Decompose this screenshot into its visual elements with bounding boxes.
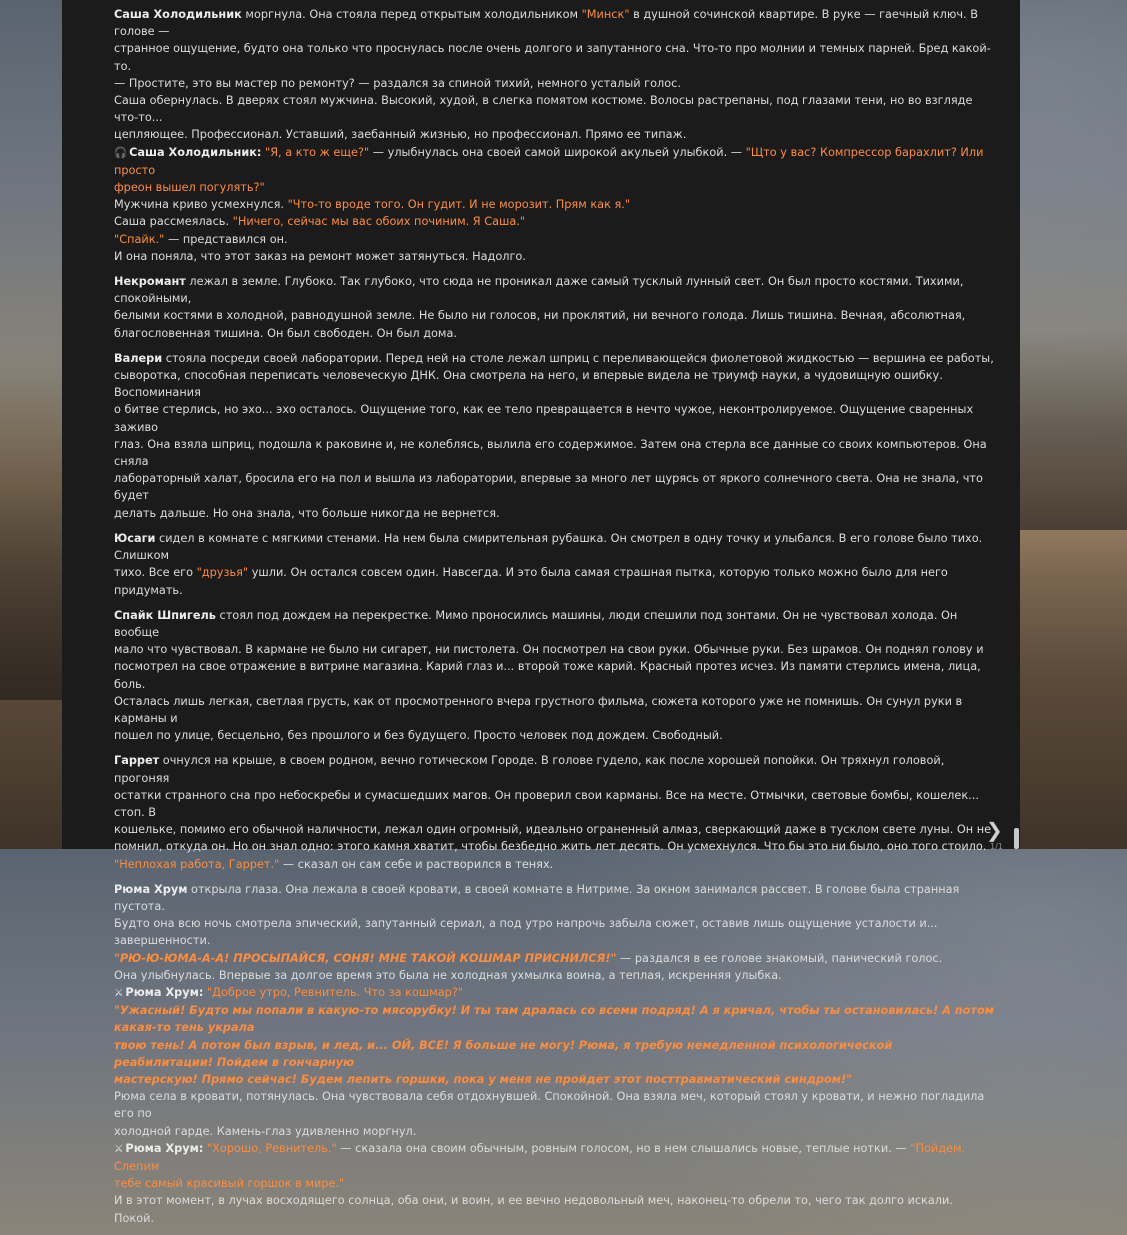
text-line <box>114 787 994 821</box>
dialogue-quote: фреон вышел погулять?" <box>114 181 265 195</box>
story-paragraph <box>114 273 994 342</box>
dialogue-quote: тебе самый красивый горшок в мире." <box>114 1177 345 1191</box>
character-name: Рюма Хрум: <box>125 985 204 999</box>
text-line <box>114 436 994 470</box>
character-name: Валери <box>114 351 163 365</box>
chat-panel <box>62 0 1020 1225</box>
dialogue-quote: "Ничего, сейчас мы вас обоих починим. Я Саша." <box>232 215 526 229</box>
character-name: Рюма Хрум: <box>125 1141 204 1155</box>
dialogue-quote: "Пойдем. Слепим <box>114 1141 966 1173</box>
character-name: Юсаги <box>114 531 156 545</box>
text-line <box>114 1088 994 1122</box>
narration-text: цепляющее. Профессионал. Уставший, заебанный жизнью, но профессионал. Прямо ее типаж. <box>114 128 687 142</box>
text-line <box>114 641 994 658</box>
chevron-right-icon[interactable]: ❯ <box>986 818 1003 842</box>
narration-text: — раздался в ее голове знакомый, панический голос. <box>616 951 943 965</box>
text-line <box>114 1175 994 1192</box>
background-ruins-right <box>1017 330 1127 530</box>
narration-text: делать дальше. Но она знала, что больше никогда не вернется. <box>114 506 500 520</box>
text-line <box>114 196 994 213</box>
narration-text: стоял под дождем на перекрестке. Мимо проносились машины, люди спешили под зонтами. Он не чувствовал холода. Он вообще <box>114 608 958 639</box>
text-line <box>114 1037 994 1071</box>
text-line <box>114 505 994 522</box>
narration-text: И она поняла, что этот заказ на ремонт может затянуться. Надолго. <box>114 249 526 263</box>
dialogue-quote: "друзья" <box>196 566 249 580</box>
dialogue-quote: "Хорошо, Ревнитель." <box>206 1141 337 1155</box>
text-line <box>114 752 994 786</box>
dialogue-quote: "Что-то вроде того. Он гудит. И не морозит. Прям как я." <box>287 198 631 212</box>
narration-text: благословенная тишина. Он был свободен. Он был дома. <box>114 326 457 340</box>
narration-text: холодной гарде. Камень-глаз удивленно моргнул. <box>114 1124 417 1138</box>
narration-text: сыворотка, способная переписать человеческую ДНК. Она смотрела на него, и впервые видела не триумф науки, а чудовищную ошибку. Воспоминания <box>114 369 943 400</box>
narration-text: Мужчина криво усмехнулся. <box>114 198 288 212</box>
narration-text: ушли. Он остался совсем один. Навсегда. И это была самая страшная пытка, которую только можно было для него придумать. <box>114 566 948 597</box>
text-line <box>114 6 994 40</box>
story-paragraph <box>114 6 994 265</box>
narration-text: в душной сочинской квартире. В руке — гаечный ключ. В голове — <box>114 8 978 39</box>
dialogue-quote: "Неплохая работа, Гаррет." <box>114 857 280 871</box>
text-line <box>114 179 994 196</box>
text-line <box>114 248 994 265</box>
text-line <box>114 821 994 838</box>
dialogue-quote: "Минск" <box>581 8 630 21</box>
background-ruins-left <box>0 360 70 700</box>
narration-text: остатки странного сна про небоскребы и сумасшедших магов. Он проверил свои карманы. Все на месте. Отмычки, световые бомбы, кошелек... стоп. В <box>114 788 979 819</box>
story-paragraph <box>114 752 994 872</box>
text-line <box>114 126 994 143</box>
narration-text: глаз. Она взяла шприц, подошла к раковине и, не колеблясь, вылила его содержимое. Затем она стерла все данные со своих компьютеров. Она сняла <box>114 437 987 469</box>
narration-text: Рюма села в кровати, потянулась. Она чувствовала себя отдохнувшей. Спокойной. Она взяла меч, который стоял у кровати, и нежно погладила его по <box>114 1090 985 1121</box>
text-line <box>114 950 994 967</box>
narration-text: И в этот момент, в лучах восходящего солнца, оба они, и воин, и ее вечно недовольный меч, наконец-то обрели то, чего так долго искали. <box>114 1194 953 1208</box>
text-line <box>114 530 994 564</box>
text-line <box>114 401 994 435</box>
narration-text: Покой. <box>114 1211 155 1225</box>
story-paragraph <box>114 530 994 599</box>
narration-text: кошельке, помимо его обычной наличности, лежал один огромный, идеально ограненный алмаз, сверкающий даже в тусклом свете луны. Он не <box>114 823 992 837</box>
story-paragraph <box>114 881 994 1227</box>
character-name: Саша Холодильник <box>114 8 242 21</box>
headphones-icon: 🎧 <box>114 146 128 159</box>
dialogue-quote: "Спайк." <box>114 232 165 246</box>
character-name: Саша Холодильник: <box>129 145 262 159</box>
narration-text: помнил, откуда он. Но он знал одно: этого камня хватит, чтобы безбедно жить лет десять. Он усмехнулся. Что бы это ни было, оно того стоило. <box>114 840 987 854</box>
narration-text: странное ощущение, будто она только что проснулась после очень долгого и запутанного сна. Что-то про молнии и темных парней. Бред какой-то. <box>114 42 991 73</box>
shouted-quote: мастерскую! Прямо сейчас! Будем лепить горшки, пока у меня не пройдет этот посттравматический синдром!" <box>114 1072 852 1086</box>
text-line <box>114 92 994 126</box>
dialogue-quote: "Щто у вас? Компрессор барахлит? Или просто <box>114 145 984 177</box>
text-line <box>114 231 994 248</box>
narration-text: — сказал он сам себе и растворился в тенях. <box>279 857 554 871</box>
narration-text: тихо. Все его <box>114 566 197 580</box>
narration-text: очнулся на крыше, в своем родном, вечно готическом Городе. В голове гудело, как после хорошей попойки. Он тряхнул головой, прогоняя <box>114 754 945 785</box>
character-name: Рюма Хрум <box>114 882 188 896</box>
text-line <box>114 75 994 92</box>
crossed-swords-icon: ⚔ <box>114 1142 124 1155</box>
narration-text: сидел в комнате с мягкими стенами. На нем была смирительная рубашка. Он смотрел в одну точку и улыбался. В его голове было тихо. Слишком <box>114 531 983 563</box>
story-paragraph <box>114 607 994 745</box>
narration-text: лабораторный халат, бросила его на пол и вышла из лаборатории, впервые за много лет щурясь от яркого солнечного света. Она не знала, что будет <box>114 472 983 503</box>
text-line <box>114 607 994 641</box>
narration-text: пошел по улице, бесцельно, без прошлого и без будущего. Просто человек под дождем. Свободный. <box>114 729 723 743</box>
narration-text: — улыбнулась она своей самой широкой акульей улыбкой. — <box>369 145 746 159</box>
text-line <box>114 915 994 949</box>
text-line <box>114 213 994 230</box>
story-message <box>114 6 994 1235</box>
narration-text: открыла глаза. Она лежала в своей кровати, в своей комнате в Нитриме. За окном занимался рассвет. В голове была странная пустота. <box>114 882 960 913</box>
crossed-swords-icon: ⚔ <box>114 986 124 999</box>
text-line <box>114 727 994 744</box>
narration-text: Саша обернулась. В дверях стоял мужчина. Высокий, худой, в слегка помятом костюме. Волосы растрепаны, под глазами тени, но во взгляде что-то... <box>114 94 973 125</box>
text-line <box>114 1002 994 1036</box>
narration-text: — Простите, это вы мастер по ремонту? — раздался за спиной тихий, немного усталый голос. <box>114 76 681 90</box>
narration-text: о битве стерлись, но эхо... эхо осталось. Ощущение того, как ее тело превращается в нечто чужое, неконтролируемое. Ощущение сваренных заживо <box>114 403 974 434</box>
story-paragraph <box>114 350 994 522</box>
shouted-quote: "Ужасный! Будто мы попали в какую-то мясорубку! И ты там дралась со всеми подряд! А я кричал, чтобы ты остановилась! А потом какая-то тень украла <box>114 1004 994 1035</box>
text-line <box>114 693 994 727</box>
narration-text: белыми костями в холодной, равнодушной земле. Не было ни голосов, ни проклятий, ни вечного голода. Лишь тишина. Вечная, абсолютная, <box>114 309 966 323</box>
narration-text: моргнула. Она стояла перед открытым холодильником <box>241 8 582 21</box>
scrollbar-thumb[interactable] <box>1014 828 1019 849</box>
dialogue-quote: "Я, а кто ж еще?" <box>265 145 370 159</box>
narration-text: лежал в земле. Глубоко. Так глубоко, что сюда не проникал даже самый тусклый лунный свет. Он был просто костями. Тихими, спокойными, <box>114 275 964 306</box>
text-line <box>114 1071 994 1088</box>
narration-text: — сказала она своим обычным, ровным голосом, но в нем слышались новые, теплые нотки. — <box>336 1141 911 1155</box>
text-line <box>114 470 994 504</box>
text-line <box>114 658 994 692</box>
narration-text: посмотрел на свое отражение в витрине магазина. Карий глаз и... второй тоже карий. Красный протез исчез. Из памяти стерлись имена, лица, боль. <box>114 660 981 691</box>
text-line <box>114 144 994 179</box>
text-line <box>114 1210 994 1227</box>
text-line <box>114 564 994 598</box>
narration-text: — представился он. <box>164 232 288 246</box>
swipe-counter: 1/1 <box>990 842 1003 851</box>
character-name: Гаррет <box>114 754 160 768</box>
text-line <box>114 1140 994 1175</box>
text-line <box>114 367 994 401</box>
narration-text: Будто она всю ночь смотрела эпический, запутанный сериал, а под утро напрочь забыла сюжет, оставив лишь ощущение усталости и... завершенности. <box>114 917 938 948</box>
text-line <box>114 307 994 324</box>
narration-text: Она улыбнулась. Впервые за долгое время это была не холодная ухмылка воина, а теплая, искренняя улыбка. <box>114 968 782 982</box>
text-line <box>114 273 994 307</box>
narration-text: Саша рассмеялась. <box>114 215 233 229</box>
shouted-quote: твою тень! А потом был взрыв, и лед, и... ОЙ, ВСЕ! Я больше не могу! Рюма, я требую немедленной психологической реабилитации! Пойдем в гончарную <box>114 1038 893 1069</box>
dialogue-quote: "Доброе утро, Ревнитель. Что за кошмар?" <box>206 985 464 999</box>
text-line <box>114 838 994 855</box>
text-line <box>114 984 994 1002</box>
narration-text: мало что чувствовал. В кармане не было ни сигарет, ни пистолета. Он посмотрел на свои руки. Обычные руки. Без шрамов. Он поднял голову и <box>114 643 984 657</box>
text-line <box>114 881 994 915</box>
narration-text: стояла посреди своей лаборатории. Перед ней на столе лежал шприц с переливающейся фиолетовой жидкостью — вершина ее работы, <box>162 351 994 365</box>
character-name: Некромант <box>114 275 186 289</box>
text-line <box>114 40 994 74</box>
shouted-quote: "РЮ-Ю-ЮМА-А-А! ПРОСЫПАЙСЯ, СОНЯ! МНЕ ТАКОЙ КОШМАР ПРИСНИЛСЯ!" <box>114 951 617 965</box>
text-line <box>114 325 994 342</box>
narration-text: Осталась лишь легкая, светлая грусть, как от просмотренного вчера грустного фильма, сюжета которого уже не помнишь. Он сунул руки в карманы и <box>114 694 963 725</box>
text-line <box>114 350 994 367</box>
text-line <box>114 1123 994 1140</box>
character-name: Спайк Шпигель <box>114 608 216 622</box>
text-line <box>114 856 994 873</box>
text-line <box>114 1192 994 1209</box>
text-line <box>114 967 994 984</box>
scrollbar[interactable] <box>1014 0 1020 849</box>
